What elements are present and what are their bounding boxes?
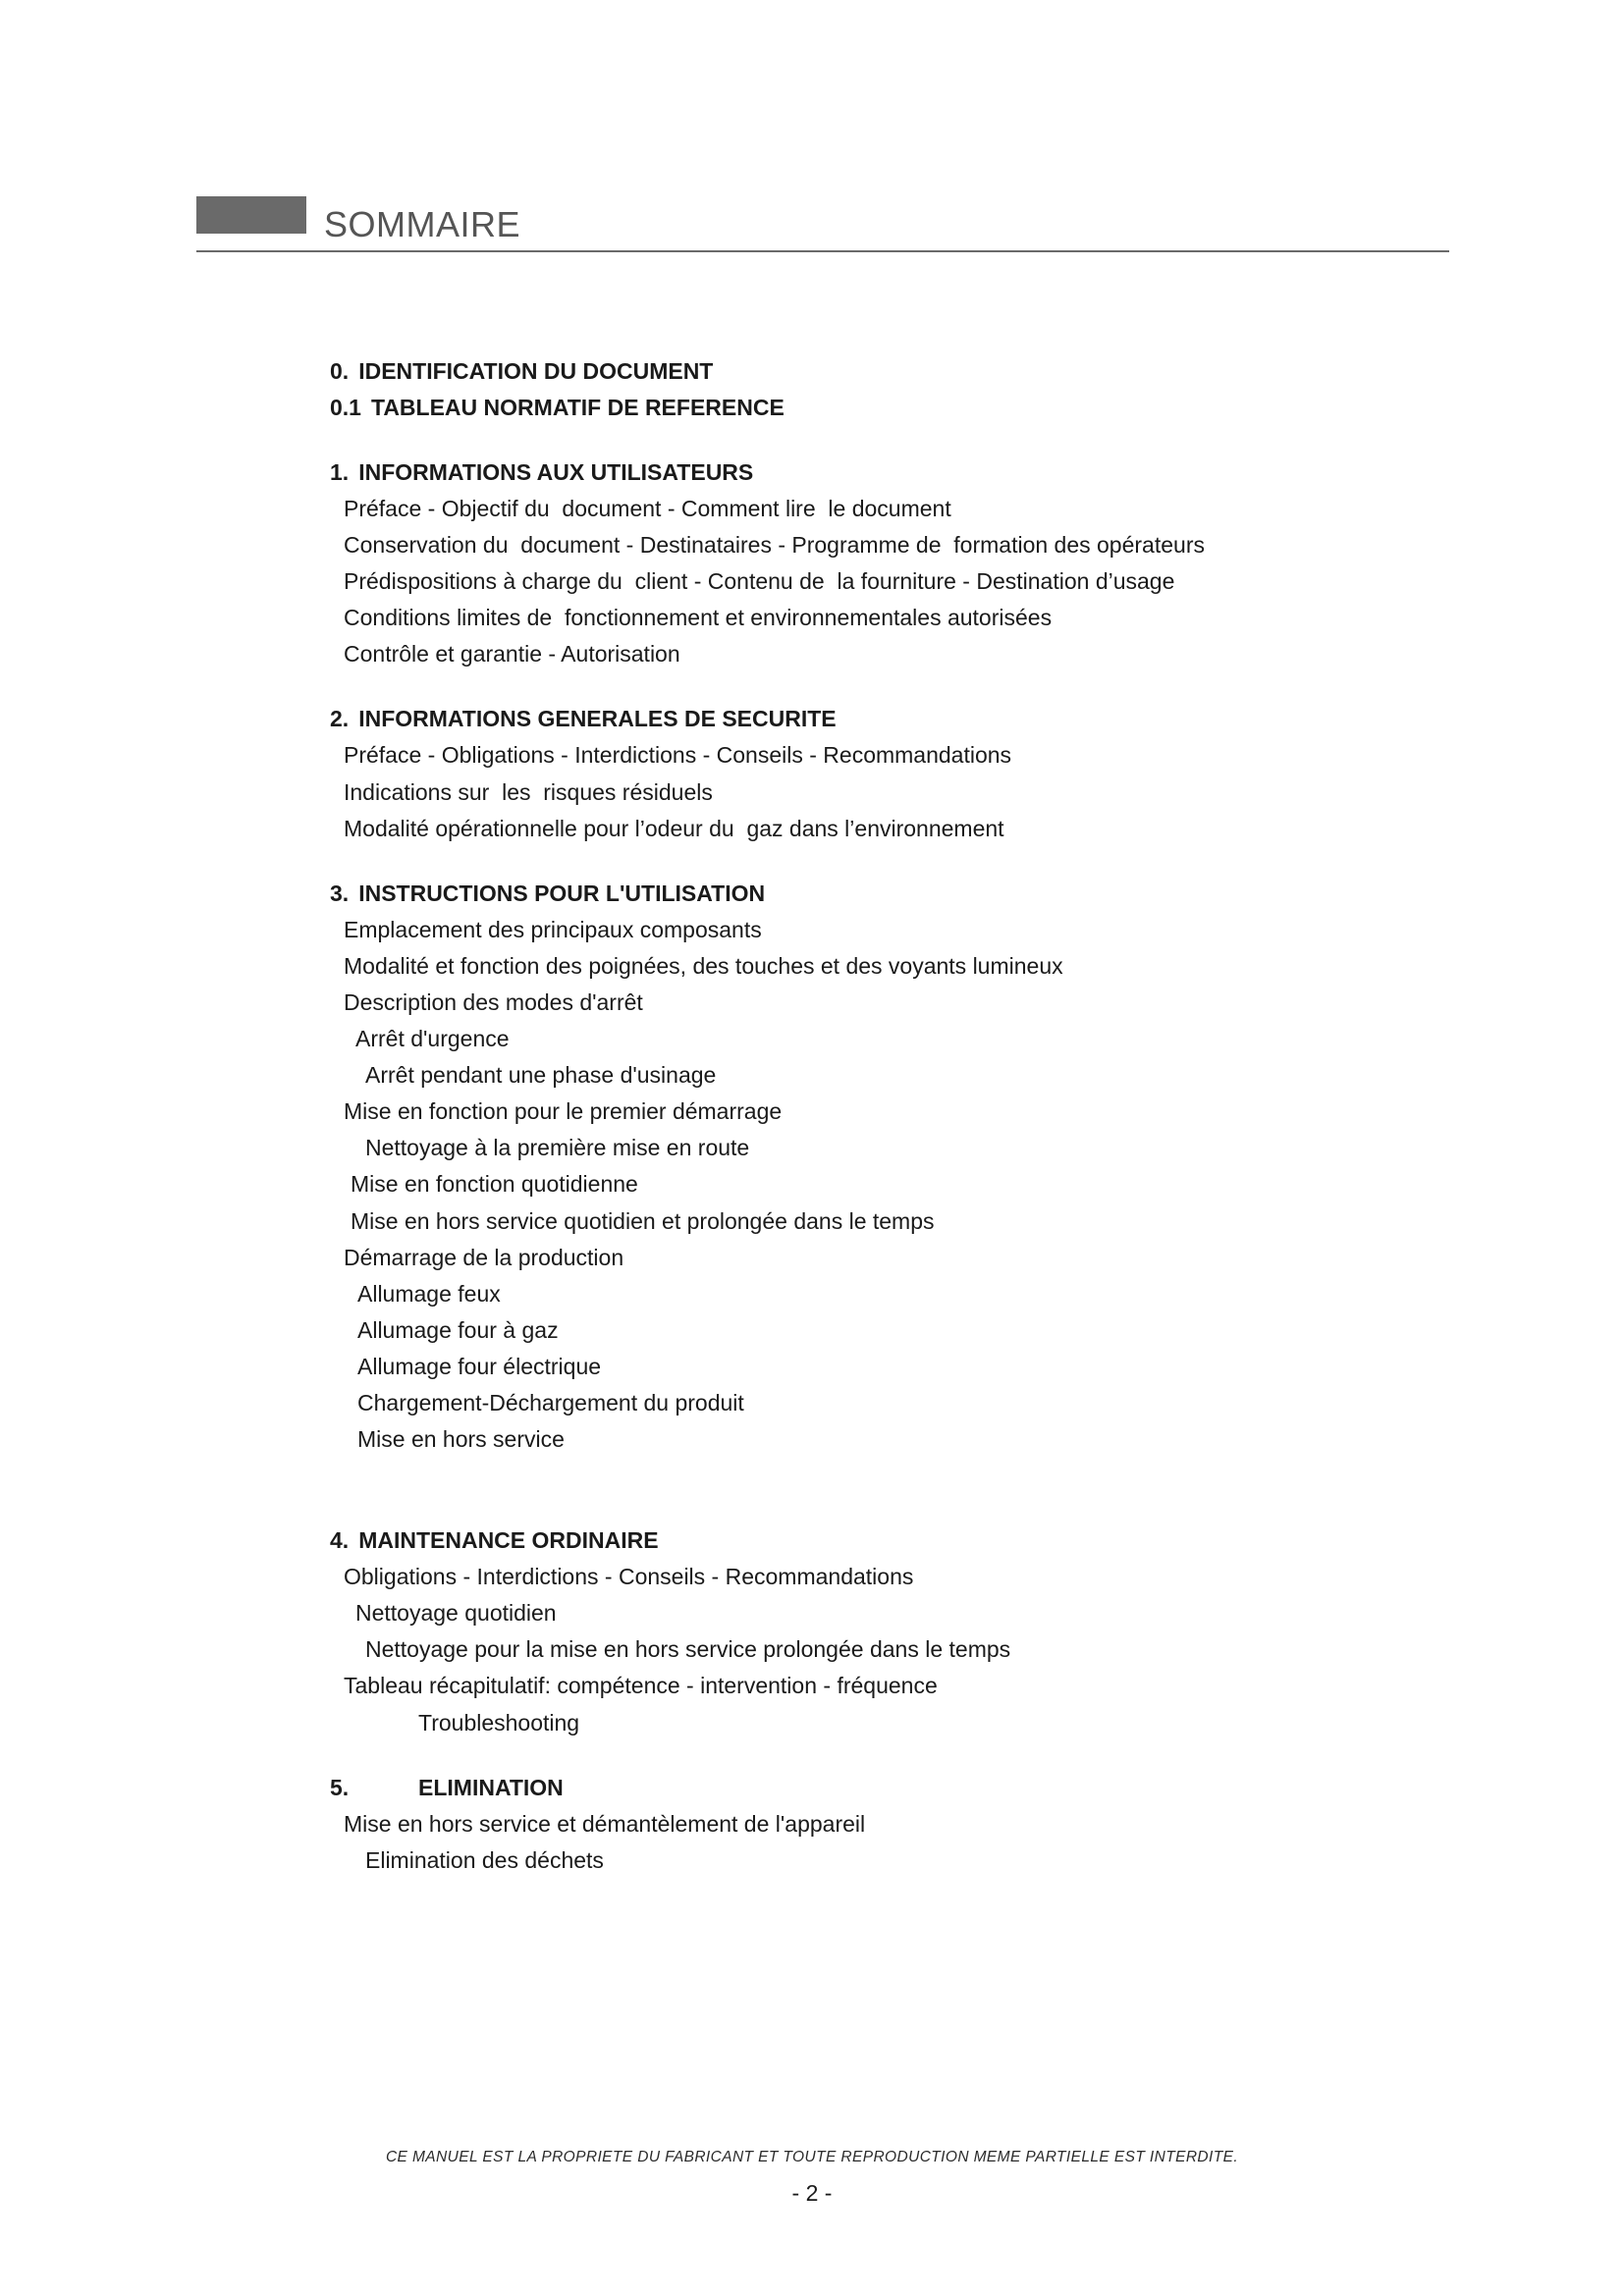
toc-item: Indications sur les risques résiduels xyxy=(344,778,713,805)
toc-item: Conservation du document - Destinataires - Programme de formation des opérateurs xyxy=(344,532,1205,559)
copyright-notice: CE MANUEL EST LA PROPRIETE DU FABRICANT ET TOUTE REPRODUCTION MEME PARTIELLE EST INTERDITE. xyxy=(385,2149,1239,2165)
toc-heading-title: TABLEAU NORMATIF DE REFERENCE xyxy=(370,395,785,420)
toc-item: Nettoyage pour la mise en hors service prolongée dans le temps xyxy=(365,1636,1011,1663)
header-rule xyxy=(196,250,1449,252)
toc-section-5 xyxy=(330,1770,1449,1879)
toc-item: Prédispositions à charge du client - Contenu de la fourniture - Destination d’usage xyxy=(344,568,1175,595)
toc-item: Mise en fonction quotidienne xyxy=(351,1171,638,1198)
toc-item: Préface - Obligations - Interdictions - Conseils - Recommandations xyxy=(344,742,1012,769)
page-title: SOMMAIRE xyxy=(324,204,521,244)
toc-heading-5 xyxy=(330,1770,1449,1806)
toc-item: Chargement-Déchargement du produit xyxy=(357,1389,744,1415)
toc-item: Préface - Objectif du document - Comment lire le document xyxy=(344,496,951,521)
toc-item: Tableau récapitulatif: compétence - intervention - fréquence xyxy=(344,1673,938,1699)
toc-item: Nettoyage à la première mise en route xyxy=(365,1135,750,1161)
toc-heading-4 xyxy=(330,1522,1449,1559)
table-of-contents xyxy=(330,353,1449,1907)
toc-item: Allumage four électrique xyxy=(357,1353,602,1379)
toc-item: Mise en hors service xyxy=(357,1426,565,1453)
toc-heading-2 xyxy=(330,701,1449,737)
toc-heading-0-1 xyxy=(330,390,1449,426)
toc-item: Démarrage de la production xyxy=(344,1244,624,1270)
toc-item: Arrêt d'urgence xyxy=(355,1026,510,1052)
toc-heading-title: IDENTIFICATION DU DOCUMENT xyxy=(358,358,714,384)
toc-item: Allumage four à gaz xyxy=(357,1316,559,1343)
toc-item: Elimination des déchets xyxy=(365,1846,604,1873)
toc-section-4 xyxy=(330,1522,1449,1740)
toc-heading-title: INFORMATIONS AUX UTILISATEURS xyxy=(358,459,754,485)
toc-item: Modalité et fonction des poignées, des touches et des voyants lumineux xyxy=(344,952,1063,979)
header-block-decoration xyxy=(196,196,306,234)
toc-section-2 xyxy=(330,701,1449,846)
toc-heading-3 xyxy=(330,876,1449,912)
toc-item: Mise en fonction pour le premier démarrage xyxy=(344,1098,783,1125)
toc-section-3 xyxy=(330,876,1449,1458)
toc-heading-number: 2. xyxy=(330,706,350,732)
toc-heading-title: MAINTENANCE ORDINAIRE xyxy=(358,1527,659,1554)
toc-item: Arrêt pendant une phase d'usinage xyxy=(365,1062,717,1089)
toc-heading-0 xyxy=(330,353,1449,390)
toc-item: Allumage feux xyxy=(357,1280,501,1307)
toc-item: Mise en hors service quotidien et prolongée dans le temps xyxy=(351,1207,935,1234)
toc-heading-title: INSTRUCTIONS POUR L'UTILISATION xyxy=(358,880,766,906)
toc-item: Mise en hors service et démantèlement de l'appareil xyxy=(344,1810,866,1837)
toc-heading-number: 5. xyxy=(330,1774,350,1800)
toc-item: Obligations - Interdictions - Conseils - Recommandations xyxy=(344,1564,914,1590)
toc-item: Contrôle et garantie - Autorisation xyxy=(344,641,680,667)
toc-item: Emplacement des principaux composants xyxy=(344,916,762,942)
toc-heading-1 xyxy=(330,454,1449,491)
toc-section-0 xyxy=(330,353,1449,426)
page-number: - 2 - xyxy=(791,2180,833,2206)
toc-item: Modalité opérationnelle pour l’odeur du gaz dans l’environnement xyxy=(344,815,1004,841)
toc-heading-number: 1. xyxy=(330,459,350,485)
toc-item: Troubleshooting xyxy=(418,1709,580,1735)
toc-item: Nettoyage quotidien xyxy=(355,1600,557,1627)
toc-heading-number: 0. xyxy=(330,358,350,384)
toc-item: Description des modes d'arrêt xyxy=(344,988,643,1015)
toc-heading-number: 0.1 xyxy=(330,395,361,420)
toc-heading-title: INFORMATIONS GENERALES DE SECURITE xyxy=(358,706,837,732)
toc-item: Conditions limites de fonctionnement et environnementales autorisées xyxy=(344,605,1053,631)
toc-section-1 xyxy=(330,454,1449,672)
toc-heading-title: ELIMINATION xyxy=(418,1774,564,1800)
toc-heading-number: 3. xyxy=(330,880,350,906)
toc-heading-number: 4. xyxy=(330,1527,350,1554)
